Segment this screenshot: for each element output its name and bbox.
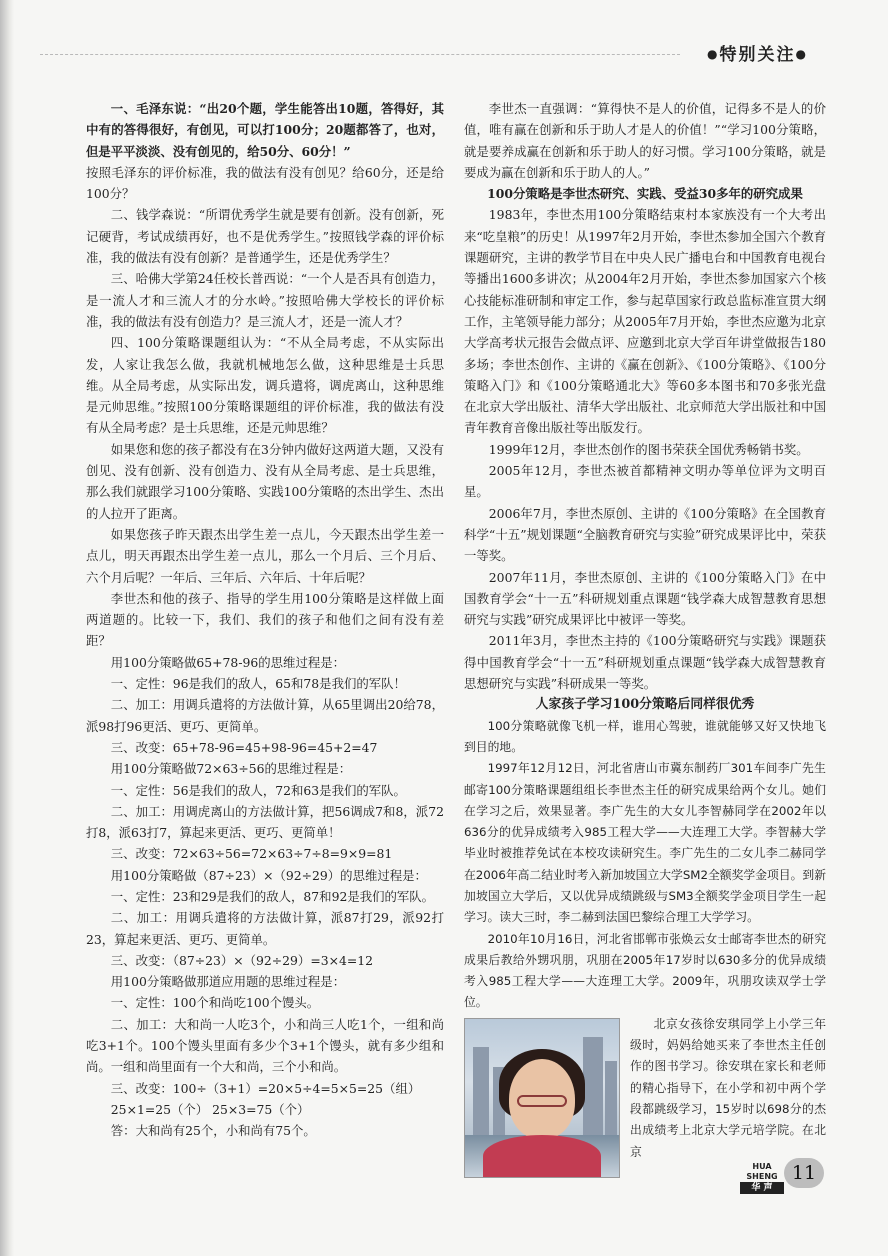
photo-block (464, 1014, 826, 1163)
paragraph: 1997年12月12日，河北省唐山市冀东制药厂301车间李广先生邮寄100分策略课题组组长李世杰主任的研究成果给两个女儿。她们在学习之后，效果显著。李广先生的大女儿李智赫同学在2002年以636分的优异成绩考入985工程大学——大连理工大学。李智赫大学毕业时被推荐免试在本校攻读研究生。李广先生的二女儿李二赫同学在2006年高二结业时考入新加坡国立大学SM2全额奖学金项目。到新加坡国立大学后，又以优异成绩跳级与SM3全额奖学金项目学生一起学习。读大三时，李二赫到法国巴黎综合理工大学学习。 (464, 761, 826, 925)
paragraph: 三、哈佛大学第24任校长普西说：“一个人是否具有创造力，是一流人才和三流人才的分水岭。”按照哈佛大学校长的评价标准，我的做法有没有创造力？是三流人才，还是一流人才？ (86, 271, 444, 329)
paragraph: 一、定性：23和29是我们的敌人，87和92是我们的军队。 (110, 888, 435, 904)
paragraph: 三、改变：72×63÷56=72×63÷7÷8=9×9=81 (110, 846, 393, 862)
page-number: 11 (784, 1158, 824, 1188)
paragraph: 2007年11月，李世杰原创、主讲的《100分策略入门》在中国教育学会“十一五”科研规划重点课题“钱学森大成智慧教育思想研究与实践”研究成果评比中被评一等奖。 (464, 569, 826, 628)
paragraph: 2011年3月，李世杰主持的《100分策略研究与实践》课题获得中国教育学会“十一五”科研规划重点课题“钱学森大成智慧教育思想研究与实践”科研成果一等奖。 (464, 633, 826, 692)
paragraph: 25×1=25（个） 25×3=75（个） (110, 1101, 310, 1117)
page-footer (740, 1158, 830, 1192)
paragraph: 二、加工：大和尚一人吃3个，小和尚三人吃1个，一组和尚吃3+1个。100个馒头里面有多少个3+1个馒头，就有多少组和尚。一组和尚里面有一个大和尚，三个小和尚。 (86, 1016, 444, 1075)
paragraph: 1983年，李世杰用100分策略结束村本家族没有一个大考出来“吃皇粮”的历史！从1997年2月开始，李世杰参加全国六个教育课题研究，主讲的教学节目在中央人民广播电台和中国教育电视台等播出1600多讲次；从2004年2月开始，李世杰参加国家六个核心技能标准研制和审定工作，参与起草国家行政总监标准宣贯大纲工作，主笔领导能力部分；从2005年7月开始，李世杰应邀为北京大学高考状元报告会做点评、应邀到北京大学百年讲堂做报告180多场；李世杰创作、主讲的《赢在创新》、《100分策略》、《100分策略入门》和《100分策略通北大》等60多本图书和70多张光盘在北京大学出版社、清华大学出版社、北京师范大学出版社和中国青年教育音像出版社等出版发行。 (464, 207, 826, 436)
paragraph: 用100分策略做那道应用题的思维过程是： (110, 974, 346, 990)
paragraph: 如果您和您的孩子都没有在3分钟内做好这两道大题，又没有创见、没有创新、没有创造力、没有从全局考虑、是士兵思维，那么我们就跟学习100分策略、实践100分策略的杰出学生、杰出的人拉开了距离。 (86, 441, 444, 521)
left-column (86, 98, 444, 1142)
brand-zh: 华 声 (740, 1182, 784, 1194)
paragraph: 一、定性：96是我们的敌人，65和78是我们的军队！ (110, 676, 406, 692)
section-header (40, 40, 840, 64)
student-photo (464, 1018, 620, 1178)
paragraph: 用100分策略做（87÷23）×（92÷29）的思维过程是： (110, 867, 427, 883)
paragraph: 如果您孩子昨天跟杰出学生差一点儿，今天跟杰出学生差一点儿，明天再跟杰出学生差一点儿，那么一个月后、三个月后、六个月后呢？一年后、三年后、六年后、十年后呢？ (86, 526, 444, 585)
paragraph: 李世杰一直强调：“算得快不是人的价值，记得多不是人的价值，唯有赢在创新和乐于助人才是人的价值！”“学习100分策略，就是要养成赢在创新和乐于助人的好习惯。学习100分策略，就是要成为赢在创新和乐于助人的人。” (464, 101, 826, 180)
paragraph: 二、钱学森说：“所谓优秀学生就是要有创新。没有创新，死记硬背，考试成绩再好，也不是优秀学生。”按照钱学森的评价标准，我的做法有没有创新？是普通学生，还是优秀学生？ (86, 207, 444, 266)
brand-badge (740, 1162, 784, 1194)
paragraph: 用100分策略做72×63÷56的思维过程是： (110, 761, 352, 777)
right-intro (464, 98, 826, 183)
paragraph: 100分策略就像飞机一样，谁用心驾驶，谁就能够又好又快地飞到目的地。 (464, 718, 826, 754)
paragraph: 三、改变：100÷（3+1）=20×5÷4=5×5=25（组） (110, 1080, 421, 1096)
page-spine-shadow (0, 0, 14, 1256)
paragraph: 2006年7月，李世杰原创、主讲的《100分策略》在全国教育科学“十五”规划课题“全脑教育研究与实验”研究成果评比中，荣获一等奖。 (464, 505, 826, 564)
paragraph: 三、改变：（87÷23）×（92÷29）=3×4=12 (110, 952, 374, 968)
paragraph: 2005年12月，李世杰被首都精神文明办等单位评为文明百星。 (464, 463, 826, 500)
paragraph: 1999年12月，李世杰创作的图书荣获全国优秀畅销书奖。 (488, 441, 809, 457)
paragraph: 李世杰和他的孩子、指导的学生用100分策略是这样做上面两道题的。比较一下，我们、我们的孩子和他们之间有没有差距？ (86, 590, 444, 649)
paragraph: 四、100分策略课题组认为：“不从全局考虑，不从实际出发，人家让我怎么做，我就机械地怎么做，这种思维是士兵思维。从全局考虑，从实际出发，调兵遣将，调虎离山，这种思维是元帅思维。”按照100分策略课题组的评价标准，我的做法有没有从全局考虑？是士兵思维，还是元帅思维？ (86, 335, 444, 436)
paragraph: 按照毛泽东的评价标准，我的做法有没有创见？给60分，还是给100分？ (86, 164, 444, 202)
paragraph: 答：大和尚有25个，小和尚有75个。 (110, 1123, 316, 1139)
section-label-text: 特别关注 (719, 45, 796, 65)
paragraph: 三、改变：65+78-96=45+98-96=45+2=47 (110, 739, 378, 755)
photo-paragraph: 北京女孩徐安琪同学上小学三年级时，妈妈给她买来了李世杰主任创作的图书学习。徐安琪在家长和老师的精心指导下，在小学和初中两个学段都跳级学习，15岁时以698分的杰出成绩考上北京大学元培学院。在北京 (630, 1016, 826, 1159)
success-section (464, 716, 826, 1014)
bullet-icon: ● (795, 47, 808, 61)
header-divider (40, 54, 680, 55)
brand-en: HUA SHENG (746, 1162, 778, 1181)
paragraph: 用100分策略做65+78-96的思维过程是： (110, 654, 346, 670)
paragraph: 二、加工：用调兵遣将的方法做计算，从65里调出20给78，派98打96更活、更巧、更简单。 (86, 697, 444, 734)
paragraph: 二、加工：用调兵遣将的方法做计算，派87打29，派92打23，算起来更活、更巧、更简单。 (86, 910, 444, 947)
paragraph: 一、定性：100个和尚吃100个馒头。 (110, 995, 320, 1011)
subheading-research: 100分策略是李世杰研究、实践、受益30多年的研究成果 (487, 186, 803, 202)
paragraph: 一、定性：56是我们的敌人，72和63是我们的军队。 (110, 782, 406, 798)
section-label (707, 40, 808, 65)
subheading-success: 人家孩子学习100分策略后同样很优秀 (535, 697, 755, 713)
research-section (464, 204, 826, 694)
right-column (464, 98, 826, 1180)
bullet-icon: ● (707, 47, 720, 61)
paragraph: 2010年10月16日，河北省邯郸市张焕云女士邮寄李世杰的研究成果后教给外甥巩朋，巩朋在2005年17岁时以630多分的优异成绩考入985工程大学——大连理工大学。2009年，巩朋攻读双学士学位。 (464, 931, 826, 1010)
paragraph: 一、毛泽东说：“出20个题，学生能答出10题，答得好，其中有的答得很好，有创见，可以打100分；20题都答了，也对，但是平平淡淡、没有创见的，给50分、60分！” (86, 101, 444, 159)
paragraph: 二、加工：用调虎离山的方法做计算，把56调成7和8，派72打8，派63打7，算起来更活、更巧、更简单！ (86, 803, 444, 841)
